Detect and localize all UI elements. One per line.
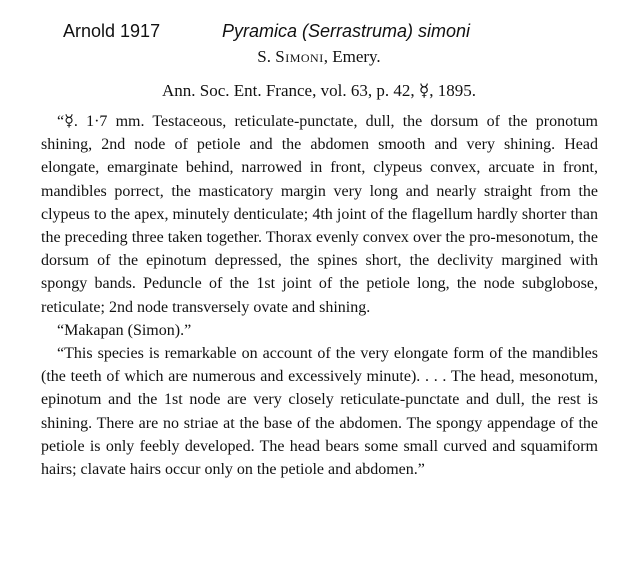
- synonym-line: [0, 46, 638, 68]
- description-body: [41, 110, 598, 481]
- synonym-author: , Emery.: [323, 47, 381, 66]
- locality-paragraph: “Makapan (Simon).”: [57, 321, 192, 339]
- author-year-heading: Arnold 1917: [63, 21, 161, 41]
- synonym-name: Simoni: [275, 47, 324, 66]
- synonym-initial: S.: [257, 47, 272, 66]
- taxon-name-heading: Pyramica (Serrastruma) simoni: [222, 21, 471, 41]
- description-paragraph: “☿. 1·7 mm. Testaceous, reticulate-punctate, dull, the dorsum of the pronotum shining, 2nd node of petiole and the abdomen smooth and very shining. Head elongate, emarginate behind, narrowed in front, clypeus convex, arcuate in front, mandibles porrect, the masticatory margin very long and nearly straight from the clypeus to the apex, minutely denticulate; 4th joint of the flagellum hardly shorter than the preceding three taken together. Thorax evenly convex over the pro-mesonotum, the dorsum of the epinotum depressed, the spines short, the declivity margined with spongy bands. Peduncle of the 1st joint of the petiole long, the node subglobose, reticulate; 2nd node transversely ovate and shining.: [41, 113, 598, 316]
- citation-reference: Ann. Soc. Ent. France, vol. 63, p. 42, ☿, 1895.: [161, 81, 477, 100]
- remarks-paragraph: “This species is remarkable on account of the very elongate form of the mandibles (the teeth of which are numerous and excessively minute). . . . The head, mesonotum, epinotum and the 1st node are very closely reticulate-punctate and dull, the rest is shining. There are no striae at the base of the abdomen. The spongy appendage of the petiole is only feebly developed. The head bears some small curved and squamiform hairs; clavate hairs occur only on the petiole and abdomen.”: [41, 345, 598, 479]
